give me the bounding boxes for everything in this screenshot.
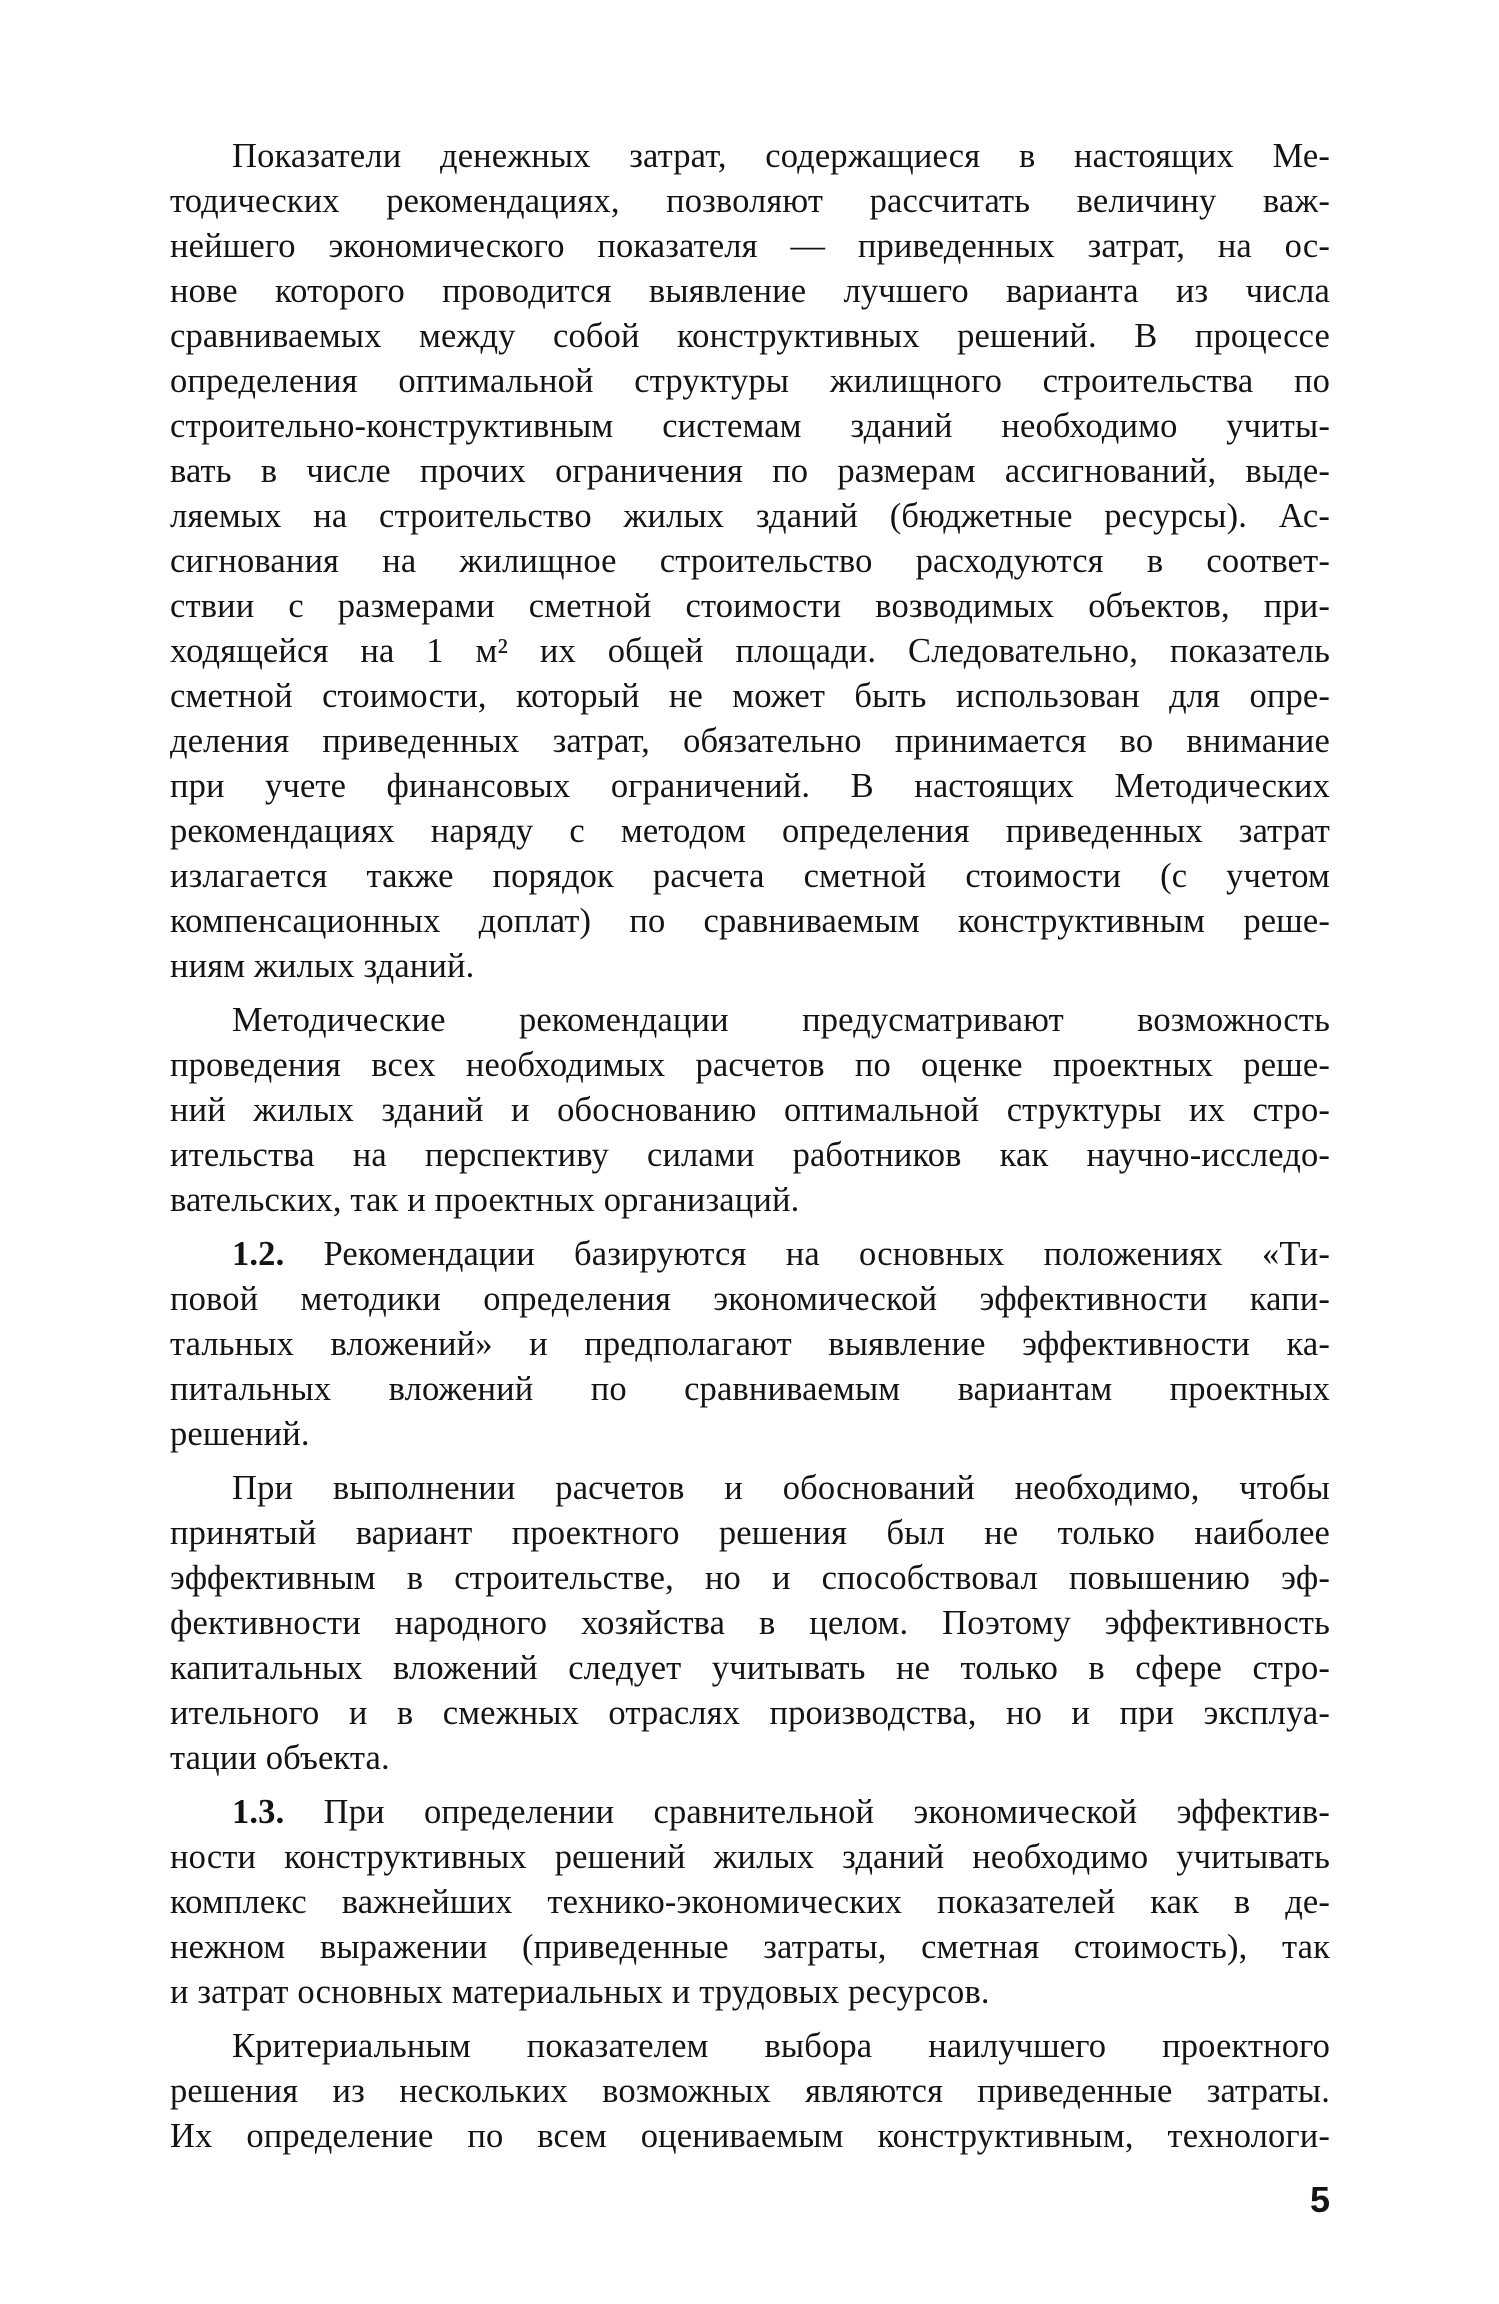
text-line: нейшего экономического показателя — приведенных затрат, на ос- (170, 227, 1330, 265)
text-line: нежном выражении (приведенные затраты, сметная стоимость), так (170, 1928, 1330, 1966)
paragraph (170, 2024, 1330, 2159)
numbered-paragraph (170, 1232, 1330, 1457)
text-line (170, 1232, 1330, 1277)
section-number: 1.3. (232, 1793, 285, 1831)
text-line: ходящейся на 1 м² их общей площади. Следовательно, показатель (170, 632, 1330, 670)
text-line: повой методики определения экономической эффективности капи- (170, 1280, 1330, 1318)
paragraph (170, 1466, 1330, 1781)
text-line: Методические рекомендации предусматривают возможность (232, 1001, 1330, 1039)
text-line: вательских, так и проектных организаций. (170, 1181, 800, 1219)
text-line: рекомендациях наряду с методом определения приведенных затрат (170, 812, 1330, 850)
text-line: определения оптимальной структуры жилищного строительства по (170, 362, 1330, 400)
text-line: принятый вариант проектного решения был не только наиболее (170, 1514, 1330, 1552)
text-line: сравниваемых между собой конструктивных решений. В процессе (170, 317, 1330, 355)
text-line: ствии с размерами сметной стоимости возводимых объектов, при- (170, 587, 1330, 625)
numbered-paragraph (170, 1790, 1330, 2015)
text-line: тации объекта. (170, 1739, 390, 1777)
paragraph (170, 134, 1330, 989)
text-line: тодических рекомендациях, позволяют рассчитать величину важ- (170, 182, 1330, 220)
paragraph (170, 998, 1330, 1223)
text-line: ности конструктивных решений жилых зданий необходимо учитывать (170, 1838, 1330, 1876)
text-line: фективности народного хозяйства в целом. Поэтому эффективность (170, 1604, 1330, 1642)
page-number: 5 (1309, 2179, 1330, 2220)
text-line: ниям жилых зданий. (170, 947, 475, 985)
text-line: ний жилых зданий и обоснованию оптимальной структуры их стро- (170, 1091, 1330, 1129)
text-line: ительства на перспективу силами работников как научно-исследо- (170, 1136, 1330, 1174)
body-text (170, 134, 1330, 2159)
text-line: вать в числе прочих ограничения по размерам ассигнований, выде- (170, 452, 1330, 490)
text-line: Показатели денежных затрат, содержащиеся в настоящих Ме- (232, 137, 1330, 175)
text-line: компенсационных доплат) по сравниваемым конструктивным реше- (170, 902, 1330, 940)
text-line-content: При определении сравнительной экономической эффектив- (323, 1793, 1330, 1831)
text-line: проведения всех необходимых расчетов по оценке проектных реше- (170, 1046, 1330, 1084)
text-line: и затрат основных материальных и трудовых ресурсов. (170, 1973, 990, 2011)
text-line-content: Рекомендации базируются на основных положениях «Ти- (323, 1235, 1330, 1273)
text-line: сметной стоимости, который не может быть использован для опре- (170, 677, 1330, 715)
text-line: решения из нескольких возможных являются приведенные затраты. (170, 2072, 1330, 2110)
text-line: деления приведенных затрат, обязательно принимается во внимание (170, 722, 1330, 760)
text-line: питальных вложений по сравниваемым вариантам проектных (170, 1370, 1330, 1408)
text-line: Критериальным показателем выбора наилучшего проектного (232, 2027, 1330, 2065)
text-line: нове которого проводится выявление лучшего варианта из числа (170, 272, 1330, 310)
text-line: капитальных вложений следует учитывать не только в сфере стро- (170, 1649, 1330, 1687)
section-number: 1.2. (232, 1235, 285, 1273)
text-line: ляемых на строительство жилых зданий (бюджетные ресурсы). Ас- (170, 497, 1330, 535)
text-line: решений. (170, 1415, 310, 1453)
text-line: комплекс важнейших технико-экономических показателей как в де- (170, 1883, 1330, 1921)
text-line (170, 1790, 1330, 1835)
text-line: излагается также порядок расчета сметной стоимости (с учетом (170, 857, 1330, 895)
text-line: строительно-конструктивным системам зданий необходимо учиты- (170, 407, 1330, 445)
text-line: при учете финансовых ограничений. В настоящих Методических (170, 767, 1330, 805)
text-line: Их определение по всем оцениваемым конструктивным, технологи- (170, 2117, 1330, 2155)
text-line: тальных вложений» и предполагают выявление эффективности ка- (170, 1325, 1330, 1363)
text-line: сигнования на жилищное строительство расходуются в соответ- (170, 542, 1330, 580)
text-line: ительного и в смежных отраслях производства, но и при эксплуа- (170, 1694, 1330, 1732)
text-line: При выполнении расчетов и обоснований необходимо, чтобы (232, 1469, 1330, 1507)
text-line: эффективным в строительстве, но и способствовал повышению эф- (170, 1559, 1330, 1597)
